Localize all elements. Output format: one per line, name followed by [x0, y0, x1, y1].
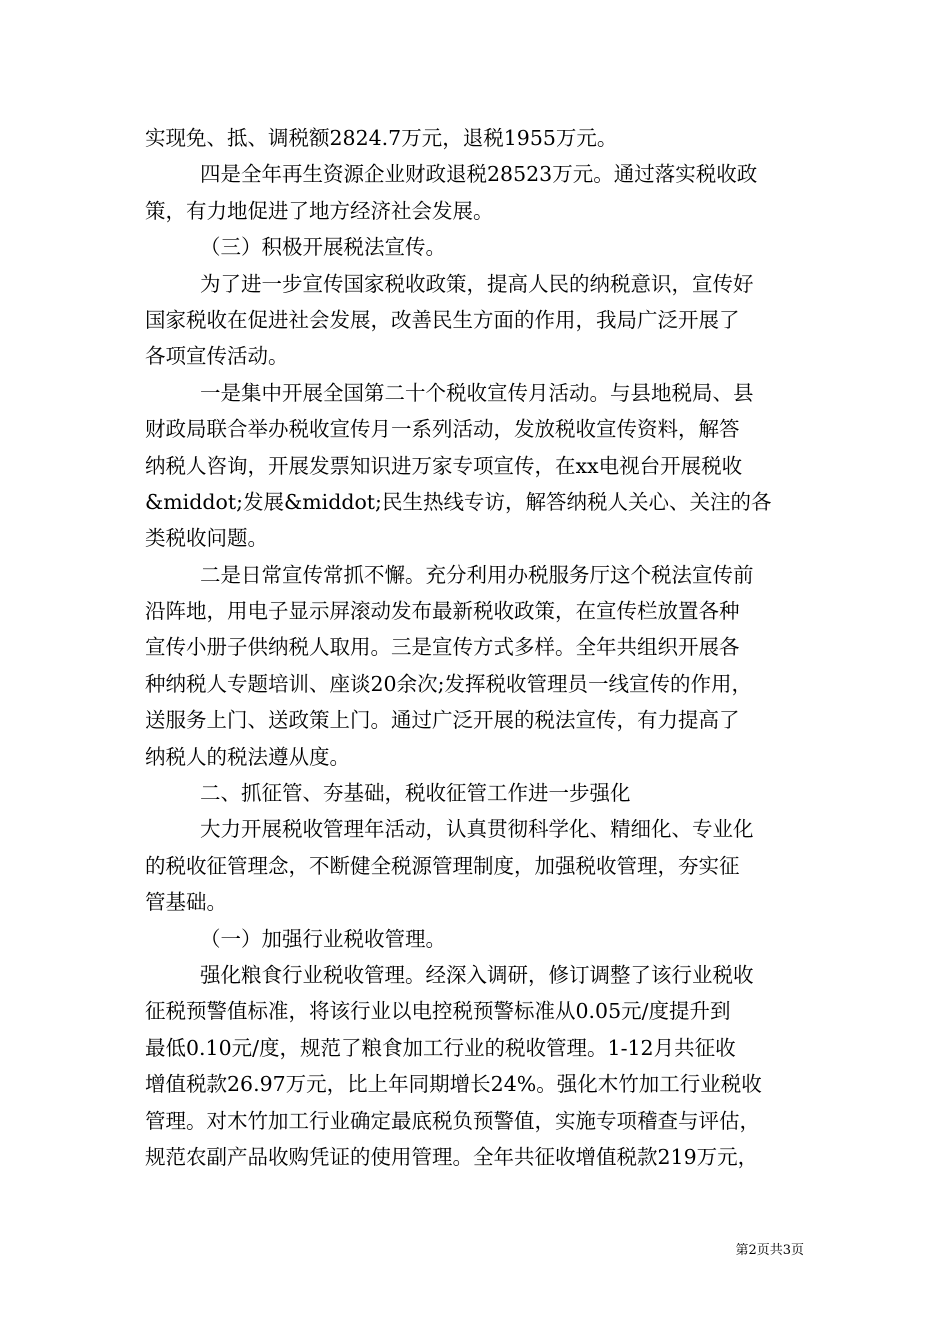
text-line: 征税预警值标准，将该行业以电控税预警标准从0.05元/度提升到 [145, 999, 731, 1024]
text-line: 四是全年再生资源企业财政退税28523万元。通过落实税收政 [200, 162, 758, 187]
text-line: 的税收征管理念，不断健全税源管理制度，加强税收管理，夯实征 [145, 853, 740, 878]
section-heading: 二、抓征管、夯基础，税收征管工作进一步强化 [200, 781, 631, 806]
text-line: 强化粮食行业税收管理。经深入调研，修订调整了该行业税收 [200, 962, 754, 987]
text-line: 策，有力地促进了地方经济社会发展。 [145, 198, 494, 223]
text-line: 最低0.10元/度，规范了粮食加工行业的税收管理。1-12月共征收 [145, 1035, 736, 1060]
text-line: 送服务上门、送政策上门。通过广泛开展的税法宣传，有力提高了 [145, 708, 740, 733]
text-line: 大力开展税收管理年活动，认真贯彻科学化、精细化、专业化 [200, 817, 754, 842]
text-line: 一是集中开展全国第二十个税收宣传月活动。与县地税局、县 [200, 380, 754, 405]
text-line: 各项宣传活动。 [145, 344, 289, 369]
text-line: 宣传小册子供纳税人取用。三是宣传方式多样。全年共组织开展各 [145, 635, 740, 660]
section-heading: （一）加强行业税收管理。 [200, 926, 446, 951]
text-line: 国家税收在促进社会发展，改善民生方面的作用，我局广泛开展了 [145, 307, 740, 332]
text-line: 管基础。 [145, 890, 227, 915]
text-line: 规范农副产品收购凭证的使用管理。全年共征收增值税款219万元， [145, 1144, 759, 1169]
text-line: 沿阵地，用电子显示屏滚动发布最新税收政策，在宣传栏放置各种 [145, 599, 740, 624]
text-line: 纳税人的税法遵从度。 [145, 744, 350, 769]
text-line: 种纳税人专题培训、座谈20余次;发挥税收管理员一线宣传的作用， [145, 671, 752, 696]
text-line: 类税收问题。 [145, 526, 268, 551]
text-line: 为了进一步宣传国家税收政策，提高人民的纳税意识，宣传好 [200, 271, 754, 296]
text-line: 纳税人咨询，开展发票知识进万家专项宣传，在xx电视台开展税收 [145, 453, 743, 478]
text-line: 实现免、抵、调税额2824.7万元，退税1955万元。 [145, 126, 618, 150]
text-line: &middot;发展&middot;民生热线专访，解答纳税人关心、关注的各 [145, 489, 772, 514]
page-number: 第2页共3页 [735, 1243, 804, 1258]
text-line: 管理。对木竹加工行业确定最底税负预警值，实施专项稽查与评估， [145, 1108, 760, 1133]
text-line: 二是日常宣传常抓不懈。充分利用办税服务厅这个税法宣传前 [200, 562, 754, 587]
text-line: 增值税款26.97万元，比上年同期增长24%。强化木竹加工行业税收 [145, 1072, 762, 1097]
document-body [145, 120, 810, 1175]
section-heading: （三）积极开展税法宣传。 [200, 235, 446, 260]
text-line: 财政局联合举办税收宣传月一系列活动，发放税收宣传资料，解答 [145, 417, 740, 442]
